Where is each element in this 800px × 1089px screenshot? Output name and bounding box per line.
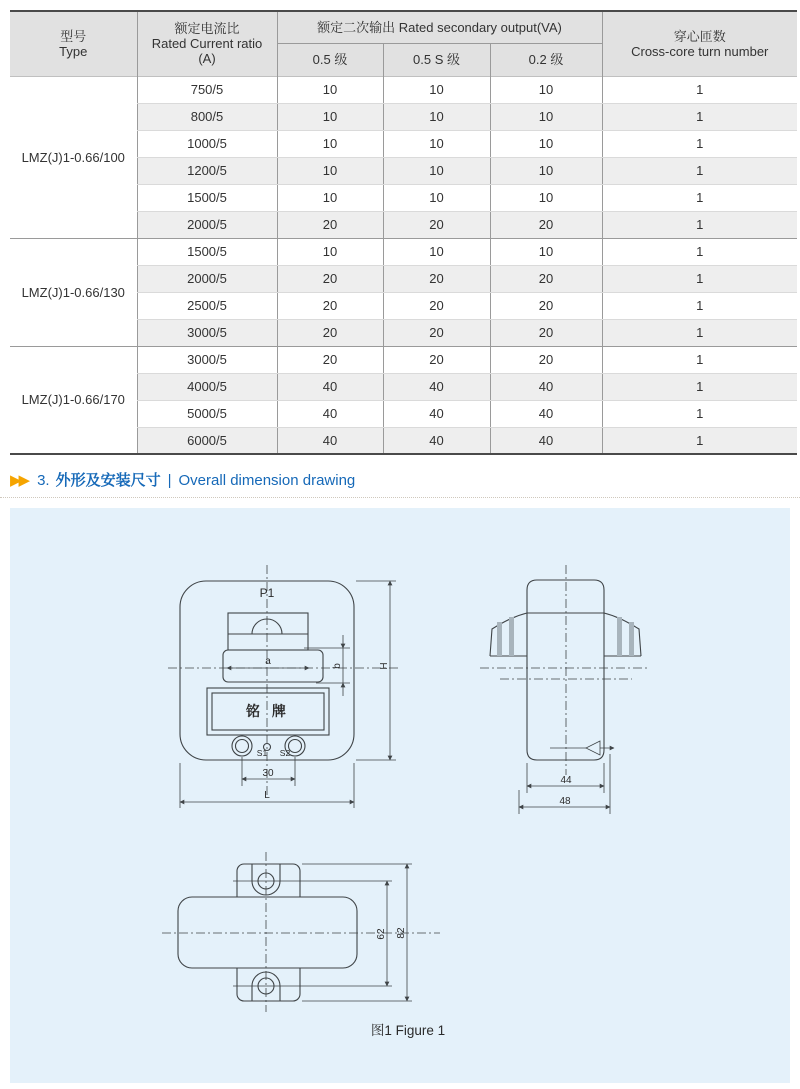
spec-cell: 10 — [490, 238, 602, 265]
spec-cell: 40 — [490, 400, 602, 427]
double-arrow-icon: ▶▶ — [10, 471, 28, 489]
col-header-type — [10, 11, 137, 76]
spec-cell: 10 — [383, 103, 490, 130]
spec-cell: 1 — [602, 319, 797, 346]
col-header-ratio — [137, 11, 277, 76]
bottom-view — [178, 864, 357, 1001]
table-row — [10, 238, 797, 265]
spec-cell: 3000/5 — [137, 346, 277, 373]
side-centerlines — [480, 565, 648, 775]
spec-cell: 20 — [383, 319, 490, 346]
model-type-cell: LMZ(J)1-0.66/100 — [10, 76, 137, 238]
col-header-output — [277, 11, 602, 43]
side-right-flange — [604, 613, 641, 656]
spec-cell: 20 — [490, 265, 602, 292]
col-header-class-05s: 0.5 S 级 — [383, 43, 490, 76]
spec-cell: 1 — [602, 427, 797, 454]
dimension-drawing-svg — [10, 508, 790, 1083]
spec-cell: 20 — [490, 319, 602, 346]
spec-cell: 20 — [383, 211, 490, 238]
side-view — [490, 580, 641, 760]
spec-cell: 1 — [602, 400, 797, 427]
spec-cell: 1 — [602, 103, 797, 130]
spec-cell: 1 — [602, 265, 797, 292]
front-p1-label: P1 — [259, 586, 275, 600]
col-header-ratio-zh: 额定电流比 — [174, 21, 240, 37]
spec-cell: 10 — [490, 157, 602, 184]
spec-cell: 40 — [277, 427, 383, 454]
spec-cell: 10 — [277, 238, 383, 265]
spec-cell: 20 — [277, 265, 383, 292]
dotted-separator — [0, 497, 800, 498]
dimension-drawing-panel — [10, 508, 790, 1083]
col-header-class-05: 0.5 级 — [277, 43, 383, 76]
table-row — [10, 346, 797, 373]
col-header-output-zh: 额定二次输出 — [317, 19, 396, 35]
spec-cell: 1 — [602, 238, 797, 265]
spec-cell: 10 — [383, 76, 490, 103]
col-header-ratio-en: Rated Current ratio — [151, 36, 263, 52]
spec-cell: 1 — [602, 157, 797, 184]
spec-cell: 10 — [490, 103, 602, 130]
front-dim-h-label: H — [379, 662, 390, 670]
side-flange-hatching — [497, 617, 634, 656]
bottom-dim-82-label: 82 — [396, 927, 407, 939]
spec-cell: 10 — [277, 76, 383, 103]
col-header-turns — [602, 11, 797, 76]
nameplate-label: 铭 牌 — [246, 703, 290, 719]
col-header-class-02: 0.2 级 — [490, 43, 602, 76]
front-dim-30-label: 30 — [262, 768, 274, 779]
front-band — [223, 650, 323, 682]
table-row — [10, 76, 797, 103]
col-header-type-en: Type — [59, 43, 88, 59]
spec-cell: 40 — [383, 427, 490, 454]
spec-cell: 20 — [490, 292, 602, 319]
col-header-type-zh: 型号 — [60, 28, 87, 44]
spec-cell: 10 — [277, 157, 383, 184]
spec-cell: 10 — [383, 157, 490, 184]
spec-cell: 750/5 — [137, 76, 277, 103]
spec-table-body — [10, 76, 797, 454]
side-body-outline — [527, 580, 604, 760]
spec-cell: 1 — [602, 130, 797, 157]
side-dim-44-label: 44 — [560, 775, 572, 786]
spec-cell: 2000/5 — [137, 211, 277, 238]
spec-cell: 20 — [277, 292, 383, 319]
spec-cell: 20 — [383, 292, 490, 319]
spec-cell: 20 — [490, 346, 602, 373]
spec-cell: 10 — [277, 130, 383, 157]
spec-cell: 1 — [602, 211, 797, 238]
spec-cell: 800/5 — [137, 103, 277, 130]
spec-cell: 40 — [490, 373, 602, 400]
spec-cell: 3000/5 — [137, 319, 277, 346]
terminal-s1-label: S1 — [256, 748, 268, 758]
spec-cell: 10 — [490, 130, 602, 157]
spec-cell: 40 — [277, 373, 383, 400]
col-header-turns-zh: 穿心匝数 — [673, 28, 726, 44]
section-title-zh: 外形及安装尺寸 — [55, 472, 161, 489]
section-heading-text — [37, 469, 355, 490]
front-dim-a-label: a — [265, 656, 271, 667]
bottom-dim-62-label: 62 — [376, 928, 387, 940]
front-dim-l-label: L — [264, 790, 270, 801]
spec-cell: 10 — [383, 130, 490, 157]
spec-cell: 10 — [277, 184, 383, 211]
spec-cell: 40 — [383, 400, 490, 427]
spec-cell: 20 — [277, 319, 383, 346]
terminal-s2-label: S2 — [279, 748, 291, 758]
spec-cell: 20 — [383, 265, 490, 292]
spec-cell: 4000/5 — [137, 373, 277, 400]
spec-cell: 10 — [277, 103, 383, 130]
spec-cell: 20 — [490, 211, 602, 238]
spec-cell: 1 — [602, 373, 797, 400]
section-number: 3. — [37, 472, 50, 489]
spec-cell: 40 — [490, 427, 602, 454]
spec-cell: 20 — [277, 211, 383, 238]
spec-cell: 1200/5 — [137, 157, 277, 184]
col-header-output-en: Rated secondary output(VA) — [398, 19, 562, 35]
model-type-cell: LMZ(J)1-0.66/130 — [10, 238, 137, 346]
spec-cell: 5000/5 — [137, 400, 277, 427]
section-heading — [10, 469, 355, 490]
figure-caption: 图1 Figure 1 — [370, 1023, 446, 1038]
spec-cell: 10 — [383, 238, 490, 265]
side-dim-48-label: 48 — [559, 796, 571, 807]
spec-cell: 1000/5 — [137, 130, 277, 157]
col-header-turns-en: Cross-core turn number — [631, 43, 769, 59]
spec-cell: 10 — [490, 76, 602, 103]
spec-cell: 1 — [602, 184, 797, 211]
spec-cell: 1500/5 — [137, 184, 277, 211]
spec-cell: 1 — [602, 76, 797, 103]
section-title-en: Overall dimension drawing — [178, 472, 356, 489]
side-left-flange — [490, 613, 527, 656]
spec-table-header — [10, 11, 797, 76]
spec-cell: 1 — [602, 292, 797, 319]
spec-cell: 20 — [277, 346, 383, 373]
spec-cell: 6000/5 — [137, 427, 277, 454]
spec-cell: 40 — [383, 373, 490, 400]
spec-cell: 10 — [490, 184, 602, 211]
spec-cell: 2500/5 — [137, 292, 277, 319]
spec-cell: 1500/5 — [137, 238, 277, 265]
spec-cell: 40 — [277, 400, 383, 427]
front-dim-b-label: b — [332, 663, 343, 669]
model-type-cell: LMZ(J)1-0.66/170 — [10, 346, 137, 454]
spec-cell: 1 — [602, 346, 797, 373]
spec-table — [10, 10, 797, 455]
col-header-ratio-unit: (A) — [198, 51, 216, 67]
spec-cell: 10 — [383, 184, 490, 211]
bottom-body-outline — [178, 897, 357, 968]
spec-cell: 20 — [383, 346, 490, 373]
spec-cell: 2000/5 — [137, 265, 277, 292]
section-title-separator: | — [167, 472, 172, 489]
